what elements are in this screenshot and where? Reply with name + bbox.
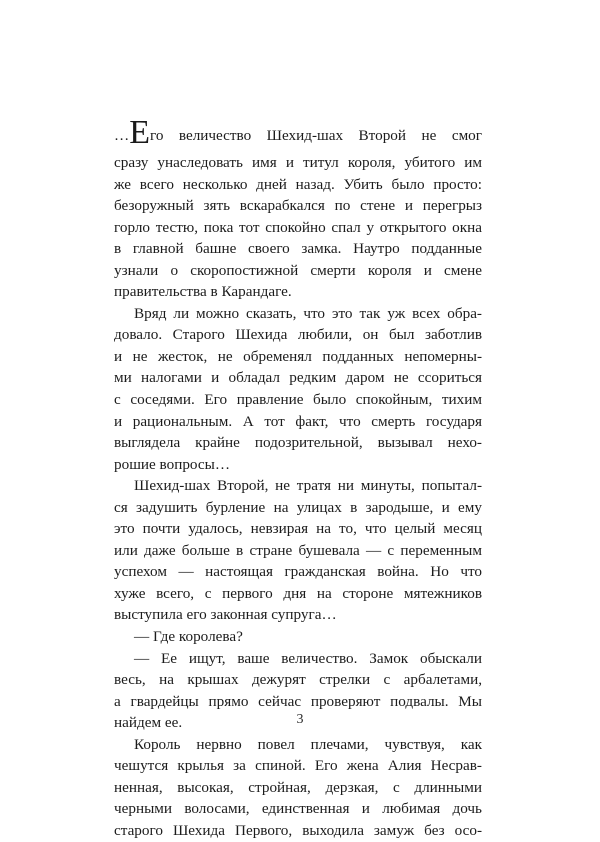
- text-line: рошие вопросы…: [114, 455, 231, 473]
- text-line: это почти удалось, невзирая на то, что целый месяц: [114, 520, 482, 538]
- text-line: найдем ее.: [114, 714, 183, 732]
- text-line: же всего несколько дней назад. Убить было просто:: [114, 175, 482, 193]
- text-line: Вряд ли можно сказать, что это так уж всех обра-: [134, 304, 482, 322]
- text-line: ся задушить бурление на улицах в зародыше, и ему: [114, 498, 482, 516]
- leading-ellipsis: …: [114, 127, 130, 144]
- dialogue-line: — Где королева?: [134, 628, 243, 646]
- text-line: черными волосами, единственная и любимая дочь: [114, 800, 482, 818]
- drop-cap: Е: [129, 114, 150, 151]
- text-line: и рациональным. А тот факт, что смерть государя: [114, 412, 482, 430]
- text-line: довало. Старого Шехида любили, он был заботлив: [114, 326, 482, 344]
- text-line-first: [114, 113, 482, 152]
- text-line: выступила его законная супруга…: [114, 606, 337, 624]
- text-line: сразу унаследовать имя и титул короля, убитого им: [114, 154, 482, 171]
- text-line: Король нервно повел плечами, чувствуя, как: [134, 735, 482, 753]
- text-line: безоружный зять вскарабкался по стене и перегрыз: [114, 197, 482, 215]
- text-line: ненная, высокая, стройная, дерзкая, с длинными: [114, 778, 482, 796]
- text-line: Шехид-шах Второй, не тратя ни минуты, попытал-: [134, 477, 482, 495]
- text-line: в главной башне своего замка. Наутро подданные: [114, 240, 482, 258]
- text-line: узнали о скоропостижной смерти короля и смене: [114, 261, 482, 279]
- text-line: горло тестю, пока тот спокойно спал у открытого окна: [114, 218, 482, 236]
- text-line: ми налогами и обладал редким даром не ссориться: [114, 369, 482, 387]
- text-line: весь, на крышах дежурят стрелки с арбалетами,: [114, 671, 482, 689]
- text-line: а гвардейцы прямо сейчас проверяют подвалы. Мы: [114, 692, 482, 710]
- text-line: выглядела крайне подозрительной, вызывал нехо-: [114, 434, 482, 452]
- text-line: или даже больше в стране бушевала — с переменным: [114, 541, 482, 559]
- text-line: с соседями. Его правление было спокойным, тихим: [114, 391, 482, 409]
- page-number: 3: [296, 712, 304, 727]
- text-line: хуже всего, с первого дня на стороне мятежников: [114, 584, 482, 602]
- body-text: [114, 113, 482, 842]
- text-line: чешутся крылья за спиной. Его жена Алия Несрав-: [114, 757, 482, 775]
- text-line: и не жесток, не обременял подданных непомерны-: [114, 347, 482, 365]
- text-line: старого Шехида Первого, выходила замуж без осо-: [114, 821, 482, 839]
- text-line: успехом — настоящая гражданская война. Но что: [114, 563, 482, 581]
- text-line: го величество Шехид-шах Второй не смог: [149, 127, 482, 144]
- dialogue-line: — Ее ищут, ваше величество. Замок обыскали: [134, 649, 482, 667]
- text-line: правительства в Карандаге.: [114, 283, 292, 301]
